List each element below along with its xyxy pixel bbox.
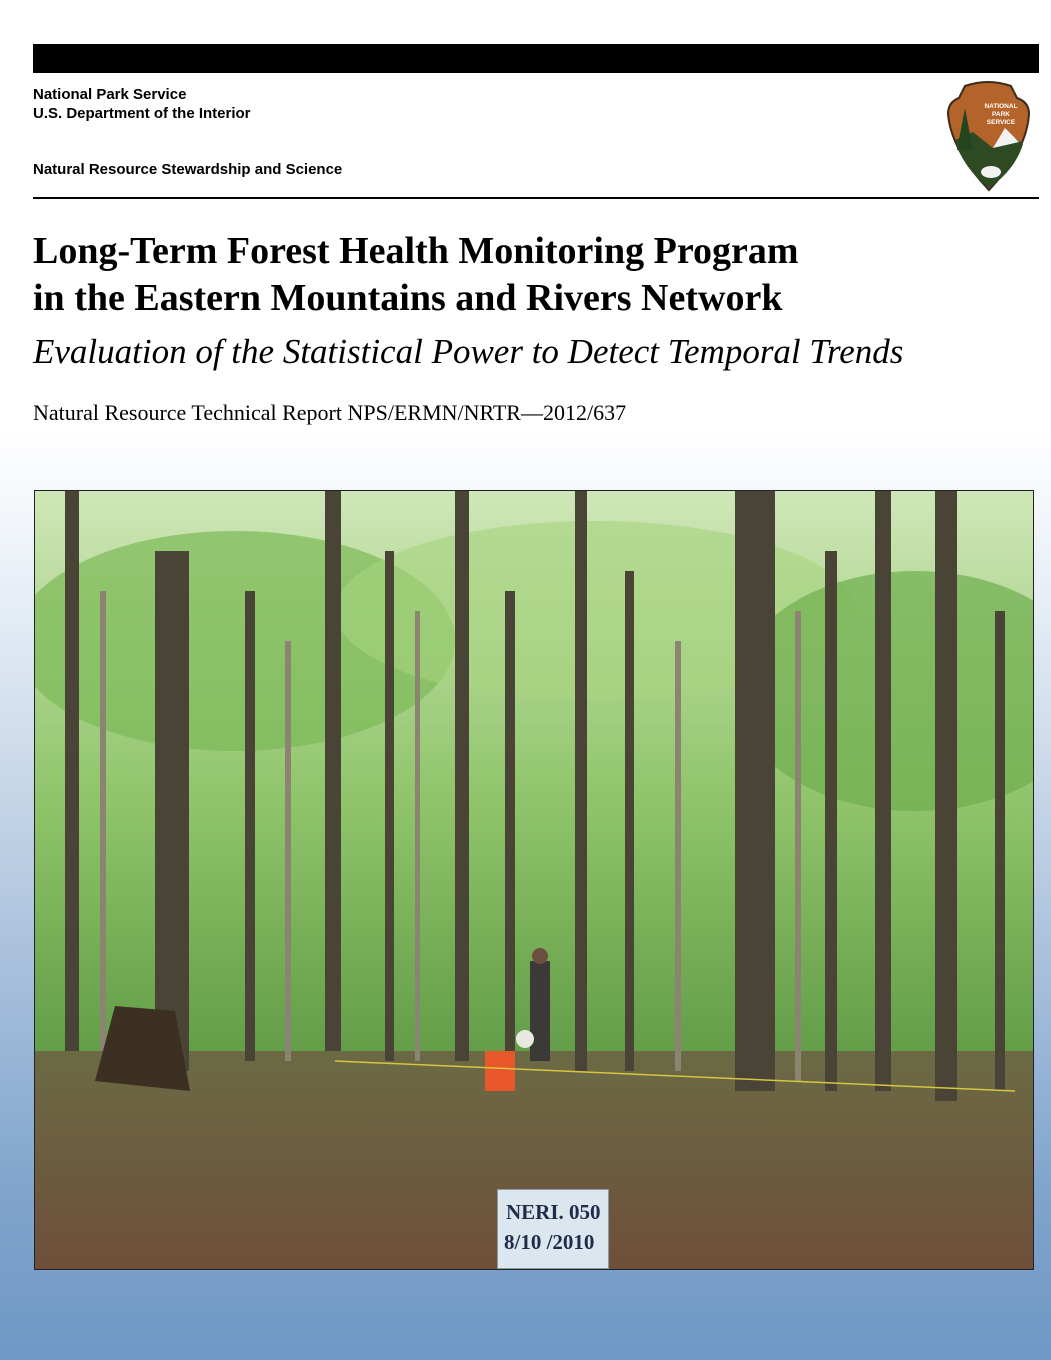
- report-subtitle: Evaluation of the Statistical Power to Detect Temporal Trends: [33, 332, 904, 371]
- standing-field-worker: [530, 948, 550, 1061]
- directorate-name: Natural Resource Stewardship and Science: [33, 161, 343, 178]
- sign-date: 8/10 /2010: [504, 1230, 595, 1254]
- cover-photo-forest: [34, 490, 1034, 1270]
- top-black-bar: [33, 44, 1039, 73]
- agency-name: National Park Service: [33, 86, 187, 103]
- plot-sign: [497, 1189, 609, 1269]
- svg-text:SERVICE: SERVICE: [986, 119, 1016, 126]
- nps-arrowhead-logo: [945, 80, 1031, 192]
- title-line-1: Long-Term Forest Health Monitoring Program: [33, 230, 799, 272]
- forest-scene: [35, 491, 1033, 1269]
- report-title: [33, 228, 799, 322]
- svg-text:NATIONAL: NATIONAL: [984, 103, 1018, 110]
- title-line-2: in the Eastern Mountains and Rivers Network: [33, 277, 783, 319]
- agency-block: [33, 85, 251, 123]
- report-number: Natural Resource Technical Report NPS/ERMN/NRTR—2012/637: [33, 400, 627, 425]
- header-divider: [33, 197, 1039, 199]
- sign-plot-id: NERI. 050: [506, 1200, 601, 1224]
- department-name: U.S. Department of the Interior: [33, 105, 251, 122]
- svg-text:PARK: PARK: [992, 111, 1010, 118]
